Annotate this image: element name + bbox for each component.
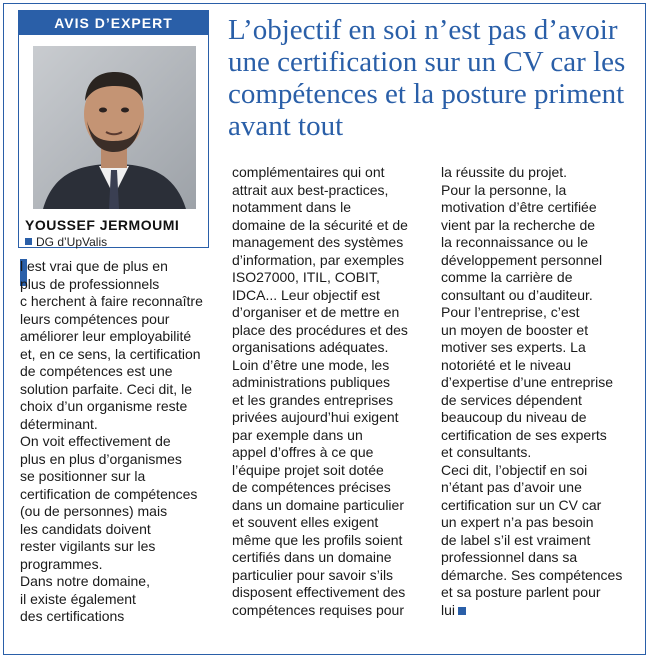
expert-photo: [33, 46, 196, 209]
article-column-3: [441, 164, 637, 619]
article-column-1: l est vrai que de plus en plus de professionnels c herchent à faire reconnaître leurs compétences pour améliorer leur employabilité et, en ce sens, la certification de compétences est une solution parfaite. Ceci dit, le choix d’un organisme reste déterminant. On voit effectivement de plus en plus d’organismes se positionner sur la certification de compétences (ou de personnes) mais les candidats doivent rester vigilants sur les programmes. Dans notre domaine, il existe également des certifications: [20, 258, 203, 624]
expert-name: YOUSSEF JERMOUMI: [25, 217, 180, 233]
article-column-3-text: la réussite du projet. Pour la personne, la motivation d’être certifiée vient par la recherche de la reconnaissance ou le développement personnel comme la carrière de consultant ou d’auditeur. Pour l’entreprise, c’est un moyen de booster et motiver ses experts. La notoriété et le niveau d’expertise d’une entreprise de services dépendent beaucoup du niveau de certification de ses experts et consultants. Ceci dit, l’objectif en soi n’étant pas d’avoir une certification sur un CV car un expert n’a pas besoin de label s’il est vraiment professionnel dans sa démarche. Ses compétences et sa posture parlent pour lui: [441, 164, 623, 618]
end-of-article-icon: [458, 607, 466, 615]
article-headline: L’objectif en soi n’est pas d’avoir une certification sur un CV car les compétences et la posture priment avant tout: [228, 14, 626, 142]
expert-role: [25, 235, 107, 249]
bullet-square-icon: [25, 238, 32, 245]
section-badge: AVIS D’EXPERT: [19, 11, 208, 35]
expert-profile-box: [18, 10, 209, 248]
expert-role-text: DG d’UpValis: [36, 235, 108, 249]
portrait-image: [33, 46, 196, 209]
article-column-2: complémentaires qui ont attrait aux best-practices, notamment dans le domaine de la sécurité et de management des systèmes d’information, par exemples ISO27000, ITIL, COBIT, IDCA... Leur objectif est d’organiser et de mettre en place des procédures et des organisations adéquates. Loin d’être une mode, les administrations publiques et les grandes entreprises privées aujourd’hui exigent par exemple dans un appel d’offres à ce que l’équipe projet soit dotée de compétences précises dans un domaine particulier et souvent elles exigent même que les profils soient certifiés dans un domaine particulier pour savoir s’ils disposent effectivement des compétences requises pour: [232, 164, 408, 618]
